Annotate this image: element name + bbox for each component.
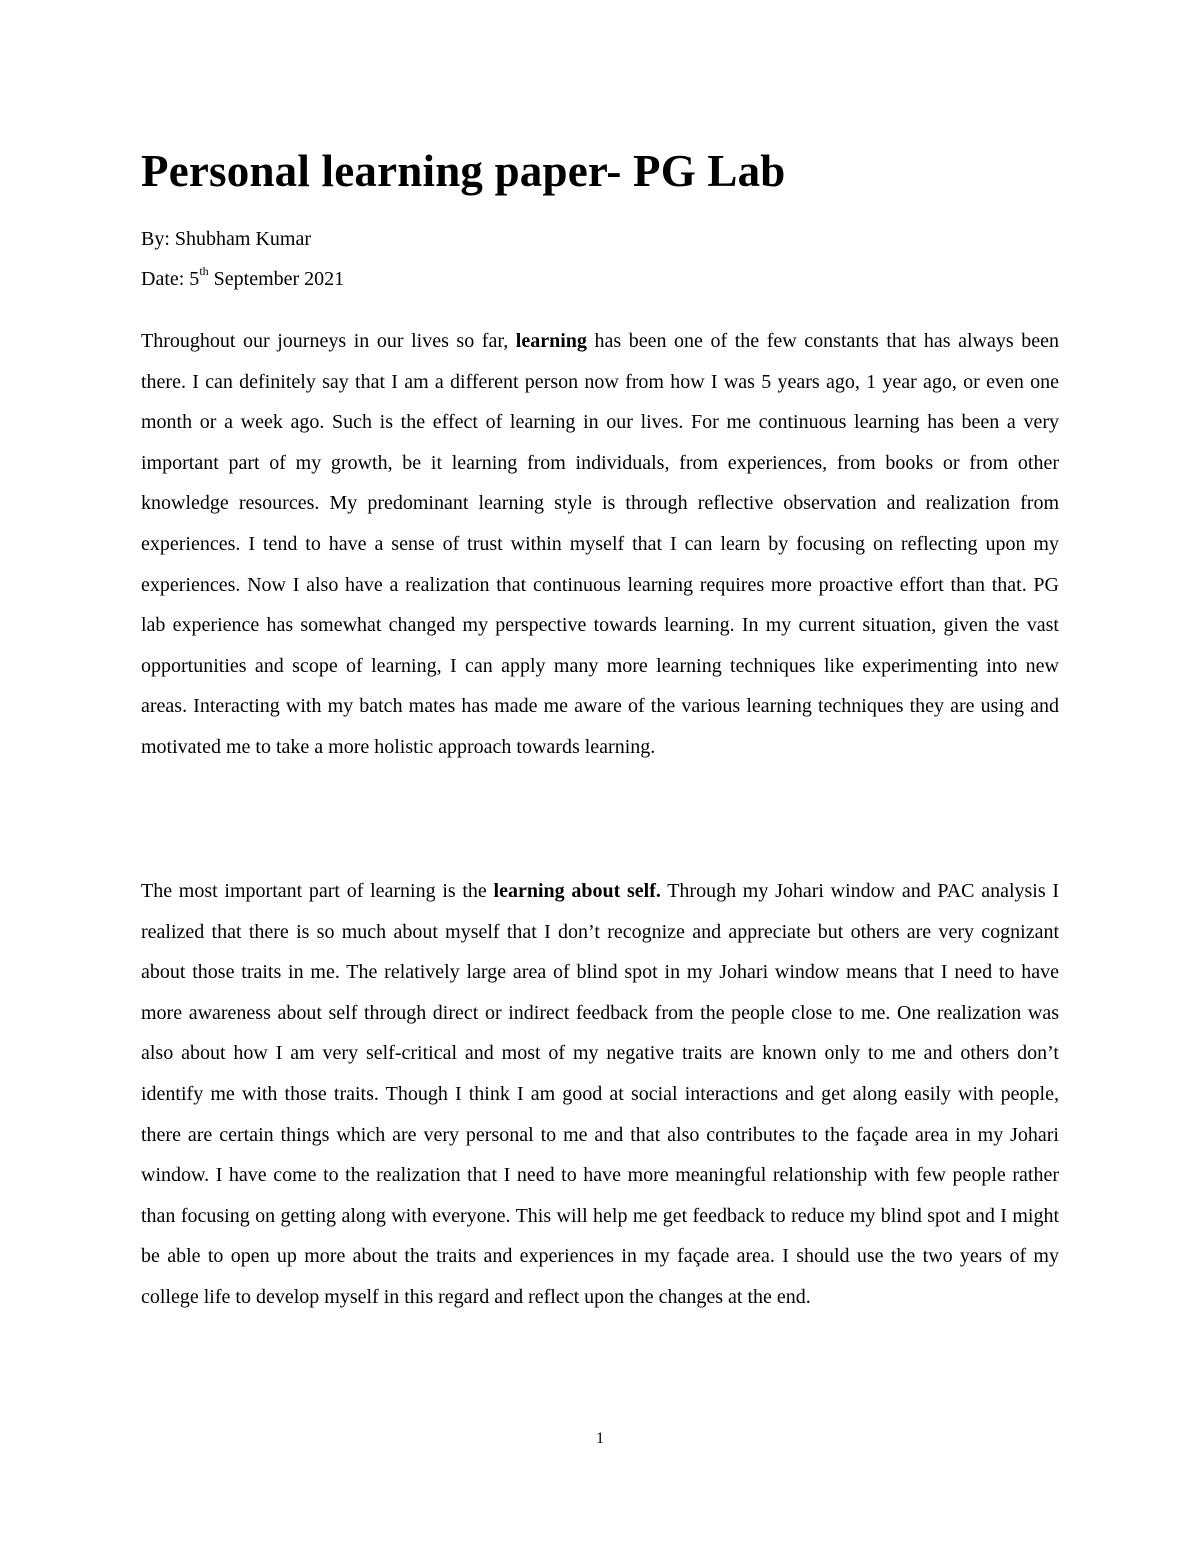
author-line: By: Shubham Kumar: [141, 228, 311, 250]
paragraph-2-text-start: The most important part of learning is the: [141, 880, 494, 902]
date-line: [141, 265, 344, 293]
body-paragraph-2: [141, 871, 1059, 1318]
paragraph-2-bold-term: learning about self.: [493, 880, 661, 902]
paragraph-1-text-rest: has been one of the few constants that has always been there. I can definitely say that I am a different person now from how I was 5 years ago, 1 year ago, or even one month or a week ago. Such is the effect of learning in our lives. For me continuous learning has been a very important part of my growth, be it learning from individuals, from experiences, from books or from other knowledge resources. My predominant learning style is through reflective observation and realization from experiences. I tend to have a sense of trust within myself that I can learn by focusing on reflecting upon my experiences. Now I also have a realization that continuous learning requires more proactive effort than that. PG lab experience has somewhat changed my perspective towards learning. In my current situation, given the vast opportunities and scope of learning, I can apply many more learning techniques like experimenting into new areas. Interacting with my batch mates has made me aware of the various learning techniques they are using and motivated me to take a more holistic approach towards learning.: [141, 330, 1059, 758]
date-prefix: Date: 5: [141, 268, 200, 290]
paragraph-1-bold-term: learning: [515, 330, 587, 352]
paragraph-1-text-start: Throughout our journeys in our lives so far,: [141, 330, 516, 352]
date-suffix: September 2021: [208, 268, 345, 290]
body-paragraph-1: [141, 321, 1059, 768]
document-title: Personal learning paper- PG Lab: [141, 146, 786, 196]
date-ordinal-suffix: th: [199, 264, 209, 279]
page-number: 1: [596, 1430, 604, 1447]
paragraph-2-text-rest: Through my Johari window and PAC analysis I realized that there is so much about myself that I don’t recognize and appreciate but others are very cognizant about those traits in me. The relatively large area of blind spot in my Johari window means that I need to have more awareness about self through direct or indirect feedback from the people close to me. One realization was also about how I am very self-critical and most of my negative traits are known only to me and others don’t identify me with those traits. Though I think I am good at social interactions and get along easily with people, there are certain things which are very personal to me and that also contributes to the façade area in my Johari window. I have come to the realization that I need to have more meaningful relationship with few people rather than focusing on getting along with everyone. This will help me get feedback to reduce my blind spot and I might be able to open up more about the traits and experiences in my façade area. I should use the two years of my college life to develop myself in this regard and reflect upon the changes at the end.: [141, 880, 1060, 1308]
